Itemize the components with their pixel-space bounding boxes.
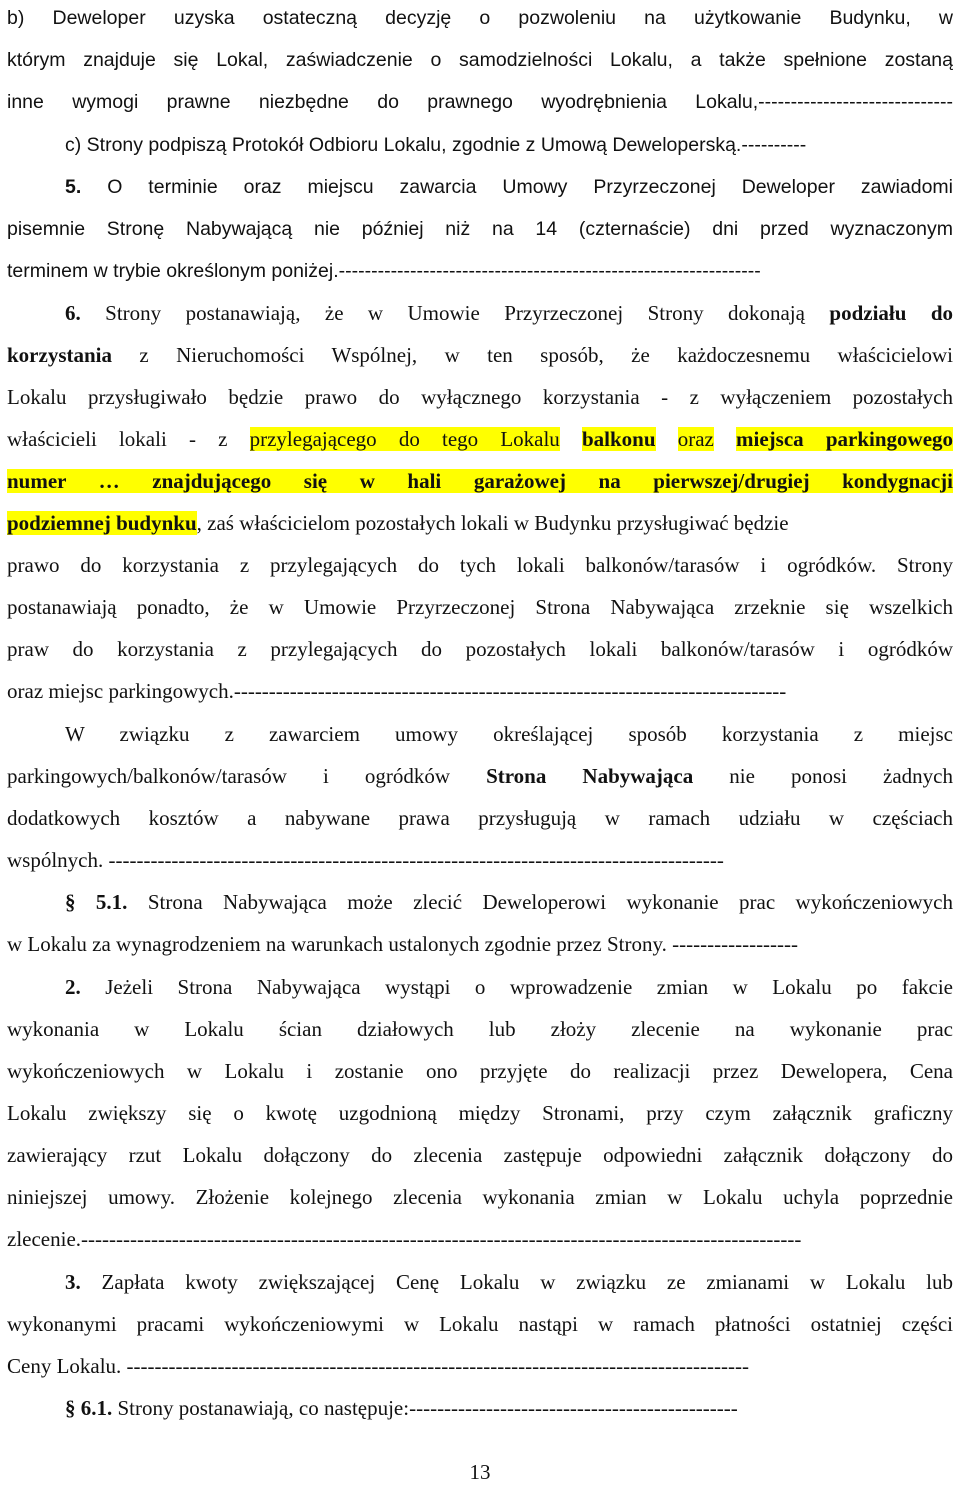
- line: prawo do korzystania z przylegających do tych lokali balkonów/tarasów i ogródków. Strony: [7, 553, 953, 577]
- paragraph-5: 5. O terminie oraz miejscu zawarcia Umowy Przyrzeczonej Deweloper zawiadomi: [65, 176, 953, 198]
- paragraph-6: 6. Strony postanawiają, że w Umowie Przyrzeczonej Strony dokonają podziału do: [65, 301, 954, 325]
- line: korzystania z Nieruchomości Wspólnej, w ten sposób, że każdoczesnemu właścicielowi: [7, 343, 954, 367]
- line: postanawiają ponadto, że w Umowie Przyrzeczonej Strona Nabywająca zrzeknie się wszelkich: [7, 595, 953, 619]
- paragraph-number: 3.: [65, 1270, 81, 1294]
- line: dodatkowych kosztów a nabywane prawa przysługują w ramach udziału w częściach: [7, 806, 953, 830]
- highlighted-text: podziemnej budynku: [7, 511, 197, 535]
- line: zlecenie.-------------------------------------------------------------------------------------------------------: [7, 1227, 802, 1251]
- line: Ceny Lokalu. -----------------------------------------------------------------------------------------: [7, 1354, 749, 1378]
- line: zawierający rzut Lokalu dołączony do zlecenia zastępuje odpowiedni załącznik dołączony do: [7, 1143, 953, 1167]
- line: praw do korzystania z przylegających do pozostałych lokali balkonów/tarasów i ogródków: [7, 637, 953, 661]
- line: pisemnie Stronę Nabywającą nie później niż na 14 (czternaście) dni przed wyznaczonym: [7, 218, 953, 240]
- paragraph-2: 2. Jeżeli Strona Nabywająca wystąpi o wprowadzenie zmian w Lokalu po fakcie: [65, 975, 953, 999]
- line: terminem w trybie określonym poniżej.-----------------------------------------------------------------: [7, 260, 761, 282]
- section-number: 5.1.: [95, 890, 128, 914]
- line: niniejszej umowy. Złożenie kolejnego zlecenia wykonania zmian w Lokalu uchyla poprzednie: [7, 1185, 953, 1209]
- line: inne wymogi prawne niezbędne do prawnego wyodrębnienia Lokalu,------------------------------: [7, 91, 953, 113]
- section-sign: §: [65, 1396, 76, 1420]
- line-b: b) Deweloper uzyska ostateczną decyzję o pozwoleniu na użytkowanie Budynku, w: [7, 7, 953, 29]
- paragraph-number: 6.: [65, 301, 81, 325]
- line: oraz miejsc parkingowych.-------------------------------------------------------------------------------: [7, 679, 787, 703]
- paragraph: W związku z zawarciem umowy określającej sposób korzystania z miejsc: [65, 722, 953, 746]
- line: parkingowych/balkonów/tarasów i ogródków Strona Nabywająca nie ponosi żadnych: [7, 764, 953, 788]
- line: właścicieli lokali - z przylegającego do tego Lokalu balkonu oraz miejsca parkingowego: [7, 427, 954, 451]
- line: podziemnej budynku, zaś właścicielom pozostałych lokali w Budynku przysługiwać będzie: [7, 511, 789, 535]
- line-c: c) Strony podpiszą Protokół Odbioru Lokalu, zgodnie z Umową Deweloperską.----------: [65, 134, 807, 156]
- highlighted-text: numer … znajdującego się w hali garażowej na pierwszej/drugiej kondygnacji: [7, 469, 953, 493]
- highlighted-text: oraz: [677, 427, 714, 451]
- highlighted-text: przylegającego do tego Lokalu: [249, 427, 560, 451]
- section-sign: §: [65, 890, 76, 914]
- line: Lokalu przysługiwało będzie prawo do wyłącznego korzystania - z wyłączeniem pozostałych: [7, 385, 953, 409]
- line: w Lokalu za wynagrodzeniem na warunkach ustalonych zgodnie przez Strony. ------------------: [7, 932, 799, 956]
- line: [7, 469, 953, 493]
- line: wykonanymi pracami wykończeniowymi w Lokalu nastąpi w ramach płatności ostatniej części: [7, 1312, 953, 1336]
- section-5-1: § 5.1. Strona Nabywająca może zlecić Deweloperowi wykonanie prac wykończeniowych: [65, 890, 954, 914]
- section-number: 6.1.: [80, 1396, 113, 1420]
- paragraph-number: 5.: [65, 176, 82, 198]
- page-number: 13: [469, 1460, 491, 1484]
- highlighted-text: miejsca parkingowego: [736, 427, 954, 451]
- paragraph-number: 2.: [65, 975, 81, 999]
- line: którym znajduje się Lokal, zaświadczenie o samodzielności Lokalu, a także spełnione zostaną: [7, 49, 953, 71]
- section-6-1: § 6.1. Strony postanawiają, co następuje:-----------------------------------------------: [65, 1396, 738, 1420]
- line: wykonania w Lokalu ścian działowych lub złoży zlecenie na wykonanie prac: [7, 1017, 953, 1041]
- line: Lokalu zwiększy się o kwotę uzgodnioną między Stronami, przy czym załącznik graficzny: [7, 1101, 953, 1125]
- line: wykończeniowych w Lokalu i zostanie ono przyjęte do realizacji przez Dewelopera, Cena: [7, 1059, 953, 1083]
- highlighted-text: balkonu: [581, 427, 656, 451]
- line: wspólnych. ----------------------------------------------------------------------------------------: [7, 848, 724, 872]
- paragraph-3: 3. Zapłata kwoty zwiększającej Cenę Lokalu w związku ze zmianami w Lokalu lub: [65, 1270, 953, 1294]
